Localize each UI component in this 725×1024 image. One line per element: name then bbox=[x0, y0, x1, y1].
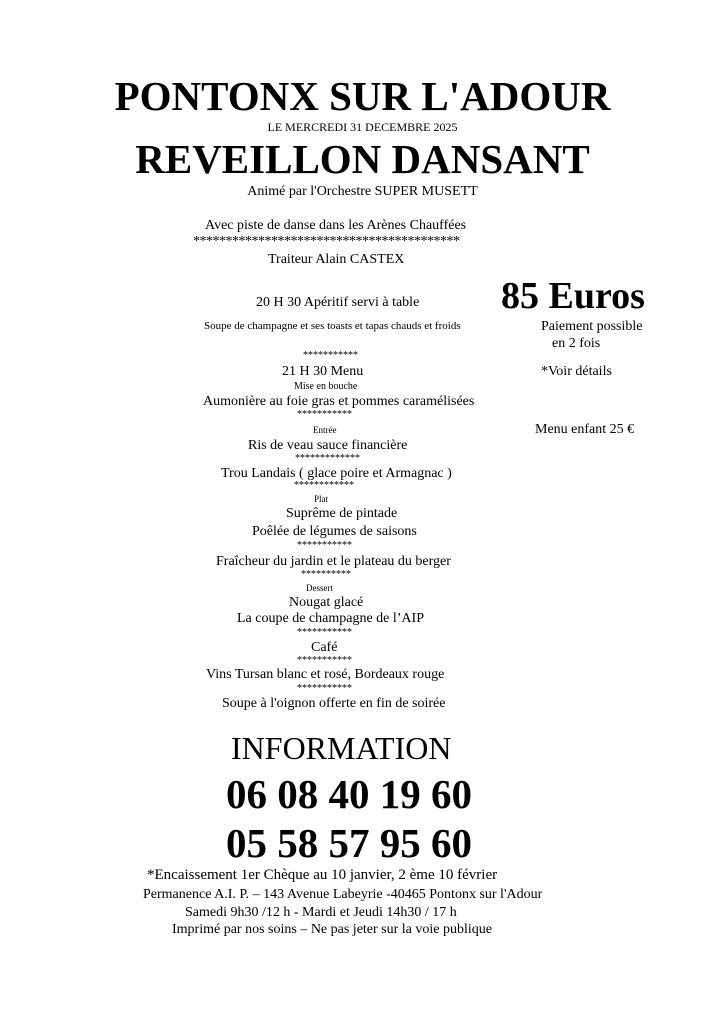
dish-poelee: Poêlée de légumes de saisons bbox=[252, 524, 417, 539]
animation-line: Animé par l'Orchestre SUPER MUSETT bbox=[247, 184, 478, 199]
encashment-note: *Encaissement 1er Chèque au 10 janvier, 2 ème 10 février bbox=[147, 867, 498, 883]
event-title: REVEILLON DANSANT bbox=[135, 136, 590, 182]
wines: Vins Tursan blanc et rosé, Bordeaux rouge bbox=[206, 667, 445, 682]
dish-ris-de-veau: Ris de veau sauce financière bbox=[248, 438, 408, 453]
print-notice: Imprimé par nos soins – Ne pas jeter sur la voie publique bbox=[172, 922, 492, 937]
menu-divider: *********** bbox=[303, 350, 358, 361]
soup-line: Soupe de champagne et ses toasts et tapas chauds et froids bbox=[204, 320, 461, 332]
menu-divider: ********** bbox=[301, 569, 351, 580]
star-divider: ***************************************** bbox=[193, 234, 460, 249]
course-label-plat: Plat bbox=[314, 494, 329, 504]
menu-divider: ************ bbox=[294, 480, 354, 491]
town-title: PONTONX SUR L'ADOUR bbox=[114, 73, 611, 119]
phone-number-1: 06 08 40 19 60 bbox=[226, 771, 472, 817]
dish-nougat: Nougat glacé bbox=[289, 595, 364, 610]
menu-divider: ************* bbox=[295, 453, 360, 464]
price: 85 Euros bbox=[501, 275, 645, 317]
onion-soup: Soupe à l'oignon offerte en fin de soirée bbox=[222, 696, 446, 711]
menu-divider: *********** bbox=[297, 655, 352, 666]
course-label-entree: Entrée bbox=[313, 425, 337, 435]
course-label-mise: Mise en bouche bbox=[294, 381, 358, 392]
event-date: LE MERCREDI 31 DECEMBRE 2025 bbox=[267, 120, 458, 134]
dance-floor-line: Avec piste de danse dans les Arènes Chauffées bbox=[205, 218, 467, 233]
cheese-course: Fraîcheur du jardin et le plateau du berger bbox=[216, 554, 451, 569]
aperitif-line: 20 H 30 Apéritif servi à table bbox=[256, 295, 420, 310]
champagne-cup: La coupe de champagne de l’AIP bbox=[237, 611, 424, 626]
office-hours: Samedi 9h30 /12 h - Mardi et Jeudi 14h30 / 17 h bbox=[185, 905, 457, 920]
menu-divider: *********** bbox=[297, 409, 352, 420]
see-details-note: *Voir détails bbox=[541, 364, 612, 379]
course-label-dessert: Dessert bbox=[306, 583, 333, 593]
payment-line-2: en 2 fois bbox=[552, 336, 601, 351]
menu-divider: *********** bbox=[297, 627, 352, 638]
trou-landais: Trou Landais ( glace poire et Armagnac ) bbox=[221, 466, 452, 481]
menu-divider: *********** bbox=[297, 540, 352, 551]
phone-number-2: 05 58 57 95 60 bbox=[226, 820, 472, 866]
dish-supreme: Suprême de pintade bbox=[286, 506, 398, 521]
coffee: Café bbox=[311, 640, 338, 655]
dish-aumoniere: Aumonière au foie gras et pommes caramélisées bbox=[203, 394, 475, 409]
caterer-line: Traiteur Alain CASTEX bbox=[268, 252, 405, 267]
office-address: Permanence A.I. P. – 143 Avenue Labeyrie -40465 Pontonx sur l'Adour bbox=[143, 887, 543, 902]
information-title: INFORMATION bbox=[231, 730, 452, 766]
payment-line-1: Paiement possible bbox=[541, 319, 643, 334]
menu-time: 21 H 30 Menu bbox=[282, 364, 364, 379]
child-menu-price: Menu enfant 25 € bbox=[535, 422, 635, 437]
menu-divider: *********** bbox=[297, 683, 352, 694]
